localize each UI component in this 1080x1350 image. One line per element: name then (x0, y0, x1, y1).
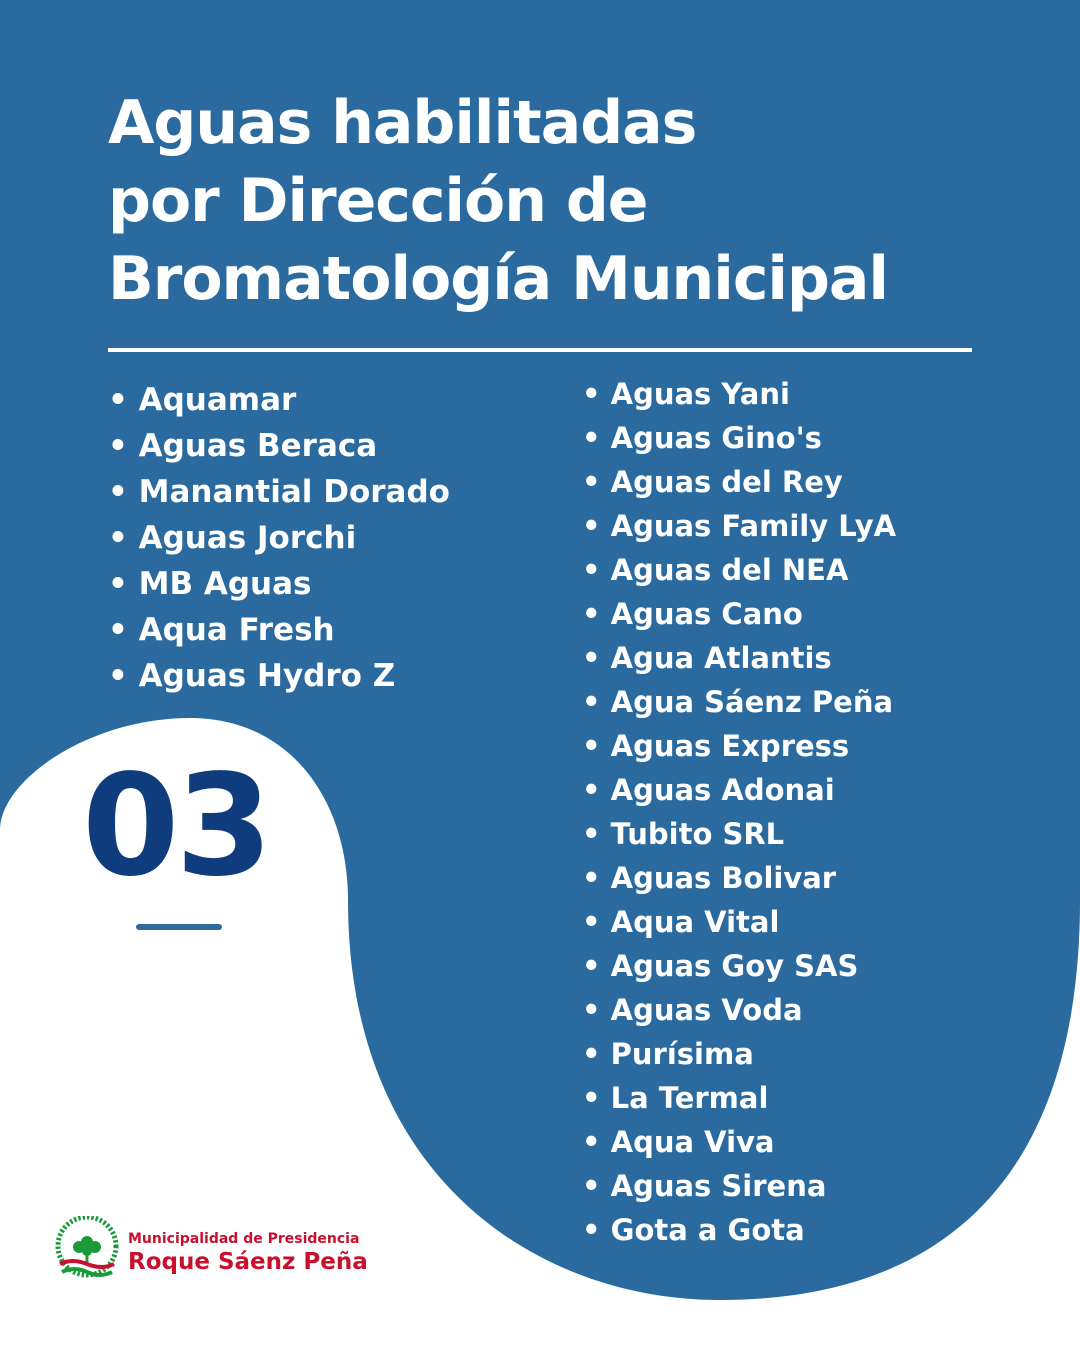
list-item: • Gota a Gota (582, 1208, 896, 1252)
list-item: • Aguas Jorchi (108, 515, 450, 561)
list-item: • Aqua Fresh (108, 607, 450, 653)
list-item: • Tubito SRL (582, 812, 896, 856)
cotton-flower-sun-icon (54, 1216, 120, 1282)
list-item: • Aguas Voda (582, 988, 896, 1032)
list-item: • Aguas Beraca (108, 423, 450, 469)
list-item: • Aguas del NEA (582, 548, 896, 592)
list-item: • Aquamar (108, 377, 450, 423)
logo-text-line-2: Roque Sáenz Peña (128, 1249, 368, 1275)
page-title (108, 84, 888, 318)
list-item: • Aqua Viva (582, 1120, 896, 1164)
list-item: • Aguas Bolivar (582, 856, 896, 900)
list-item: • MB Aguas (108, 561, 450, 607)
list-item: • Aguas Express (582, 724, 896, 768)
title-line-3: Bromatología Municipal (108, 244, 888, 314)
list-item: • Aqua Vital (582, 900, 896, 944)
list-item: • Purísima (582, 1032, 896, 1076)
list-item: • Agua Sáenz Peña (582, 680, 896, 724)
logo-text-line-1: Municipalidad de Presidencia (128, 1231, 360, 1247)
list-item: • Agua Atlantis (582, 636, 896, 680)
title-line-1: Aguas habilitadas (108, 88, 697, 158)
list-item: • La Termal (582, 1076, 896, 1120)
list-item: • Aguas del Rey (582, 460, 896, 504)
title-divider (108, 348, 972, 352)
list-item: • Aguas Adonai (582, 768, 896, 812)
list-item: • Manantial Dorado (108, 469, 450, 515)
list-item: • Aguas Hydro Z (108, 653, 450, 699)
slide-number-underline (136, 924, 222, 930)
list-item: • Aguas Yani (582, 372, 896, 416)
list-item: • Aguas Gino's (582, 416, 896, 460)
water-brands-list-left (108, 377, 450, 699)
list-item: • Aguas Cano (582, 592, 896, 636)
list-item: • Aguas Family LyA (582, 504, 896, 548)
list-item: • Aguas Sirena (582, 1164, 896, 1208)
list-item: • Aguas Goy SAS (582, 944, 896, 988)
title-line-2: por Dirección de (108, 166, 648, 236)
municipality-logo (54, 1216, 394, 1282)
water-brands-list-right (582, 372, 896, 1252)
slide-number: 03 (82, 745, 269, 908)
